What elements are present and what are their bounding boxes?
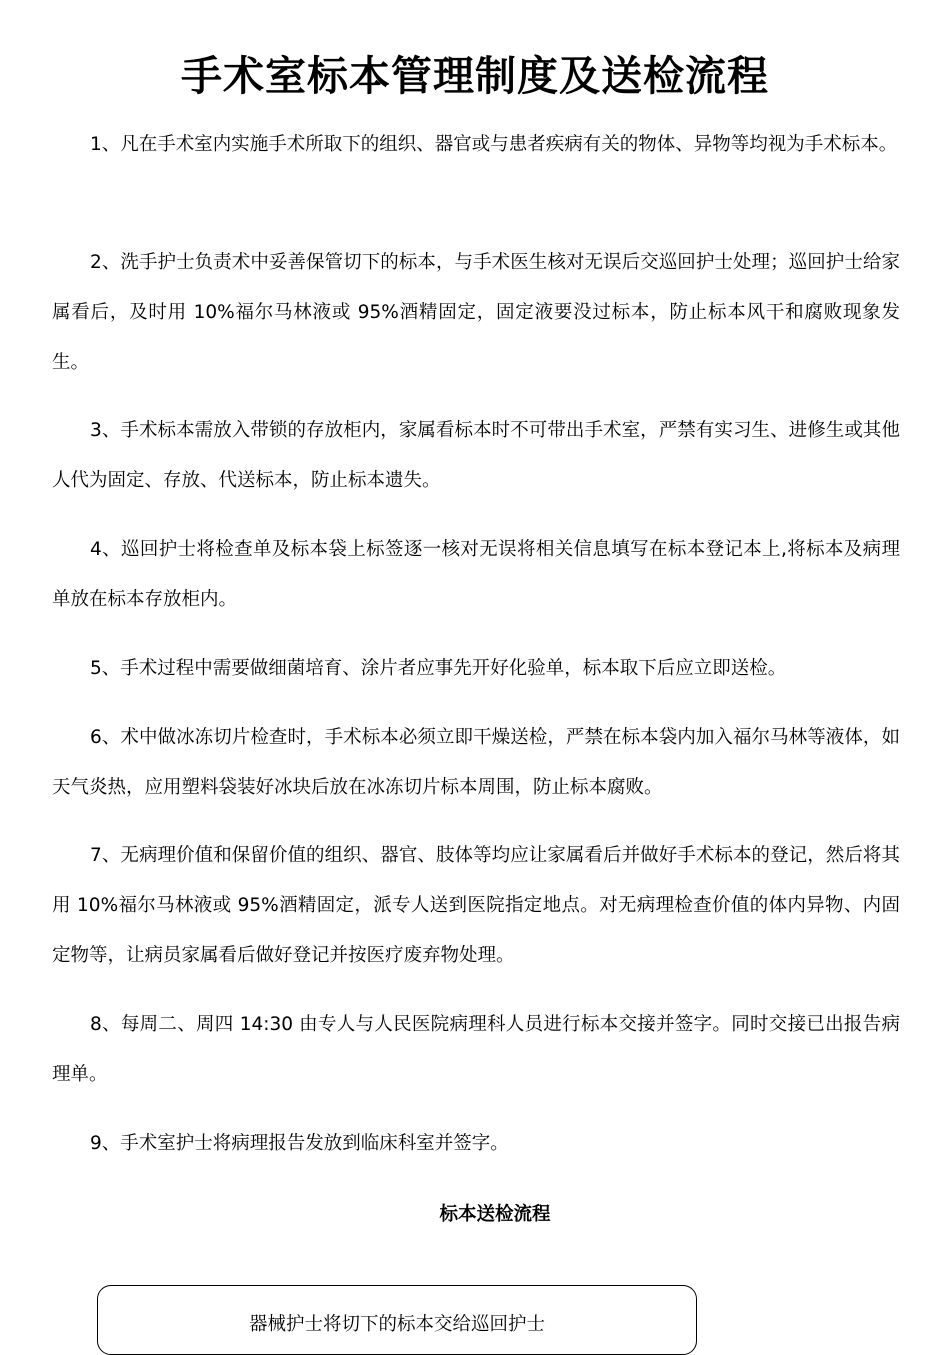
flow-step-text: 器械护士将切下的标本交给巡回护士 — [248, 1314, 545, 1335]
paragraph-4: 4、巡回护士将检查单及标本袋上标签逐一核对无误将相关信息填写在标本登记本上,将标本及病理单放在标本存放柜内。 — [52, 539, 900, 610]
paragraph-7: 7、无病理价值和保留价值的组织、器官、肢体等均应让家属看后并做好手术标本的登记，然后将其用 10%福尔马林液或 95%酒精固定，派专人送到医院指定地点。对无病理检查价值的体内异物、内固定物等，让病员家属看后做好登记并按医疗废弃物处理。 — [52, 845, 900, 966]
paragraph-6: 6、术中做冰冻切片检查时，手术标本必须立即干燥送检，严禁在标本袋内加入福尔马林等液体，如天气炎热，应用塑料袋装好冰块后放在冰冻切片标本周围，防止标本腐败。 — [52, 727, 900, 798]
paragraph-3: 3、手术标本需放入带锁的存放柜内，家属看标本时不可带出手术室，严禁有实习生、进修生或其他人代为固定、存放、代送标本，防止标本遗失。 — [52, 420, 900, 491]
document-title: 手术室标本管理制度及送检流程 — [181, 52, 769, 100]
paragraph-5: 5、手术过程中需要做细菌培育、涂片者应事先开好化验单，标本取下后应立即送检。 — [90, 658, 787, 679]
paragraph-9: 9、手术室护士将病理报告发放到临床科室并签字。 — [90, 1133, 509, 1154]
flow-section-title: 标本送检流程 — [439, 1204, 551, 1225]
paragraph-1: 1、凡在手术室内实施手术所取下的组织、器官或与患者疾病有关的物体、异物等均视为手术标本。 — [90, 134, 898, 155]
paragraph-2: 2、洗手护士负责术中妥善保管切下的标本，与手术医生核对无误后交巡回护士处理；巡回护士给家属看后，及时用 10%福尔马林液或 95%酒精固定，固定液要没过标本，防止标本风干和腐败现象发生。 — [52, 252, 900, 373]
paragraph-8: 8、每周二、周四 14:30 由专人与人民医院病理科人员进行标本交接并签字。同时交接已出报告病理单。 — [52, 1014, 900, 1085]
